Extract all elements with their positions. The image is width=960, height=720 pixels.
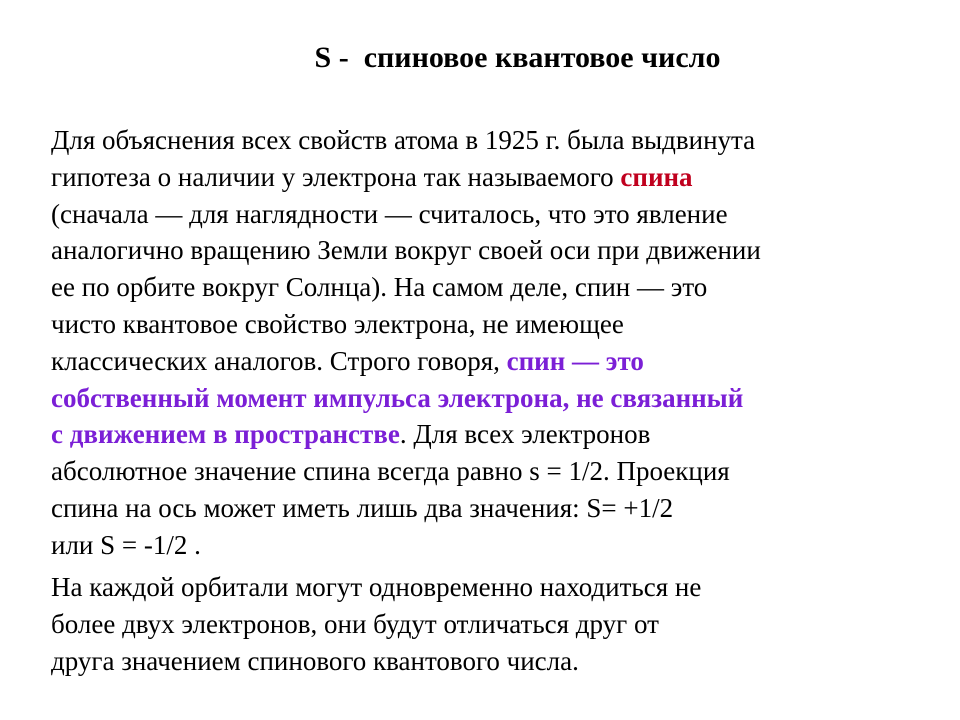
text-line: более двух электронов, они будут отличаться друг от xyxy=(51,608,659,639)
highlight-spin-definition: собственный момент импульса электрона, не связанный xyxy=(51,382,744,413)
text-line xyxy=(51,343,939,380)
text-line: чисто квантовое свойство электрона, не имеющее xyxy=(51,308,624,339)
text-line: абсолютное значение спина всегда равно s = 1/2. Проекция xyxy=(51,456,730,487)
text-line: ее по орбите вокруг Солнца). На самом деле, спин — это xyxy=(51,272,708,303)
slide-title: S - спиновое квантовое число xyxy=(314,41,721,74)
text-line xyxy=(51,416,939,453)
highlight-spin-term: спина xyxy=(620,161,693,192)
text-segment: . Для всех электронов xyxy=(399,419,651,450)
highlight-spin-definition: с движением в пространстве xyxy=(51,419,400,450)
text-line: спина на ось может иметь лишь два значения: S= +1/2 xyxy=(51,492,674,523)
text-line xyxy=(51,159,939,196)
text-segment: классических аналогов. Строго говоря, xyxy=(51,345,507,376)
text-line: На каждой орбитали могут одновременно находиться не xyxy=(51,572,702,602)
text-line: друга значением спинового квантового числа. xyxy=(51,645,579,676)
highlight-spin-definition: спин — это xyxy=(506,345,644,376)
text-line: (сначала — для наглядности — считалось, что это явление xyxy=(51,198,728,229)
text-line: или S = -1/2 . xyxy=(51,529,201,560)
paragraph-pauli-principle xyxy=(51,569,939,679)
paragraph-spin-explanation xyxy=(51,122,939,564)
text-line: Для объяснения всех свойств атома в 1925 г. была выдвинута xyxy=(51,125,756,155)
text-line: аналогично вращению Земли вокруг своей оси при движении xyxy=(51,235,761,266)
text-segment: гипотеза о наличии у электрона так называемого xyxy=(51,161,621,192)
